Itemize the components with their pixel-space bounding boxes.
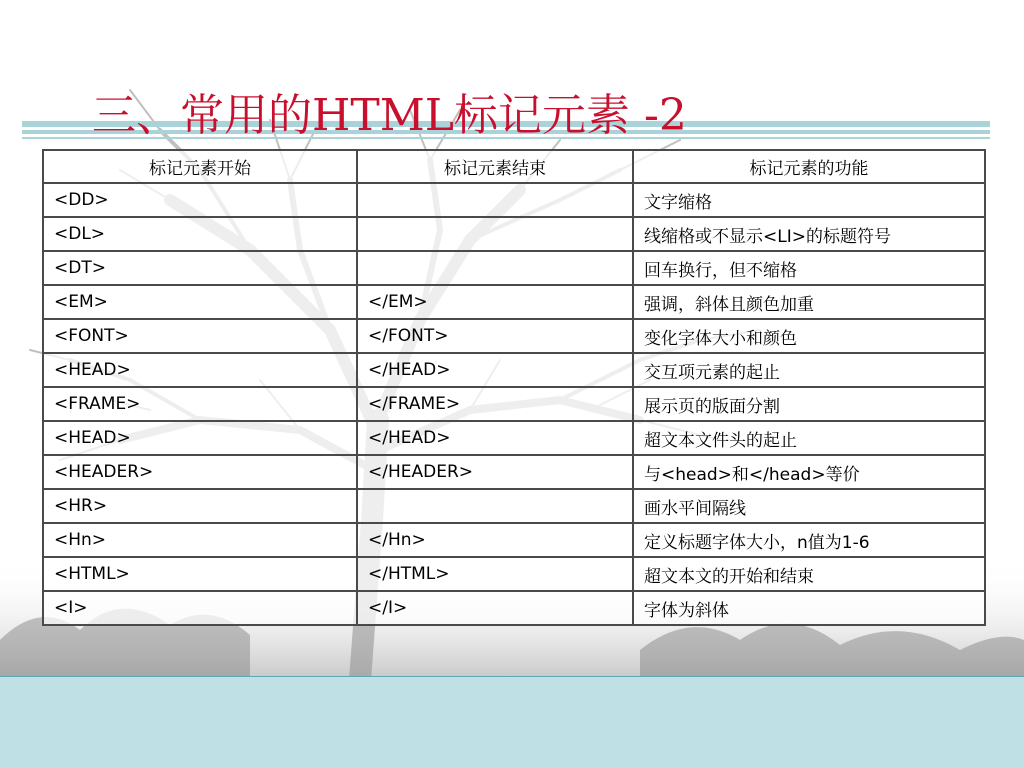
- table-row: [43, 455, 985, 489]
- cell-end-tag: </Hn>: [357, 523, 633, 557]
- cell-function: 文字缩格: [633, 183, 985, 217]
- table-row: [43, 523, 985, 557]
- table-row: [43, 421, 985, 455]
- cell-start-tag: <Hn>: [43, 523, 357, 557]
- cell-function: 线缩格或不显示<LI>的标题符号: [633, 217, 985, 251]
- cell-end-tag: </HEAD>: [357, 353, 633, 387]
- cell-start-tag: <HTML>: [43, 557, 357, 591]
- cell-start-tag: <HEAD>: [43, 421, 357, 455]
- slide-title: 三、常用的HTML标记元素 -2: [92, 90, 687, 141]
- table-row: [43, 217, 985, 251]
- cell-end-tag: [357, 183, 633, 217]
- table-row: [43, 591, 985, 625]
- cell-start-tag: <HEADER>: [43, 455, 357, 489]
- cell-start-tag: <FONT>: [43, 319, 357, 353]
- cell-end-tag: [357, 251, 633, 285]
- header-end-tag: 标记元素结束: [357, 150, 633, 183]
- cell-end-tag: </I>: [357, 591, 633, 625]
- table-row: [43, 251, 985, 285]
- cell-function: 超文本文件头的起止: [633, 421, 985, 455]
- cell-end-tag: </FRAME>: [357, 387, 633, 421]
- table-row: [43, 319, 985, 353]
- cell-function: 展示页的版面分割: [633, 387, 985, 421]
- table-header-row: [43, 150, 985, 183]
- cell-start-tag: <EM>: [43, 285, 357, 319]
- cell-end-tag: </FONT>: [357, 319, 633, 353]
- cell-start-tag: <HR>: [43, 489, 357, 523]
- table-row: [43, 285, 985, 319]
- cell-start-tag: <I>: [43, 591, 357, 625]
- html-tag-table: [42, 149, 986, 626]
- table-row: [43, 387, 985, 421]
- bottom-band: [0, 676, 1024, 768]
- cell-start-tag: <HEAD>: [43, 353, 357, 387]
- cell-start-tag: <FRAME>: [43, 387, 357, 421]
- cell-end-tag: </HEAD>: [357, 421, 633, 455]
- cell-function: 字体为斜体: [633, 591, 985, 625]
- cell-end-tag: [357, 217, 633, 251]
- cell-end-tag: [357, 489, 633, 523]
- cell-function: 交互项元素的起止: [633, 353, 985, 387]
- header-start-tag: 标记元素开始: [43, 150, 357, 183]
- table-body: [43, 183, 985, 625]
- table-row: [43, 183, 985, 217]
- cell-start-tag: <DL>: [43, 217, 357, 251]
- cell-function: 回车换行，但不缩格: [633, 251, 985, 285]
- header-function: 标记元素的功能: [633, 150, 985, 183]
- table-row: [43, 489, 985, 523]
- cell-start-tag: <DT>: [43, 251, 357, 285]
- cell-function: 变化字体大小和颜色: [633, 319, 985, 353]
- cell-function: 强调，斜体且颜色加重: [633, 285, 985, 319]
- cell-start-tag: <DD>: [43, 183, 357, 217]
- cell-end-tag: </HTML>: [357, 557, 633, 591]
- cell-function: 定义标题字体大小，n值为1-6: [633, 523, 985, 557]
- cell-end-tag: </EM>: [357, 285, 633, 319]
- cell-function: 超文本文的开始和结束: [633, 557, 985, 591]
- cell-function: 画水平间隔线: [633, 489, 985, 523]
- table-row: [43, 353, 985, 387]
- tag-table-container: [42, 149, 986, 626]
- table-row: [43, 557, 985, 591]
- cell-function: 与<head>和</head>等价: [633, 455, 985, 489]
- cell-end-tag: </HEADER>: [357, 455, 633, 489]
